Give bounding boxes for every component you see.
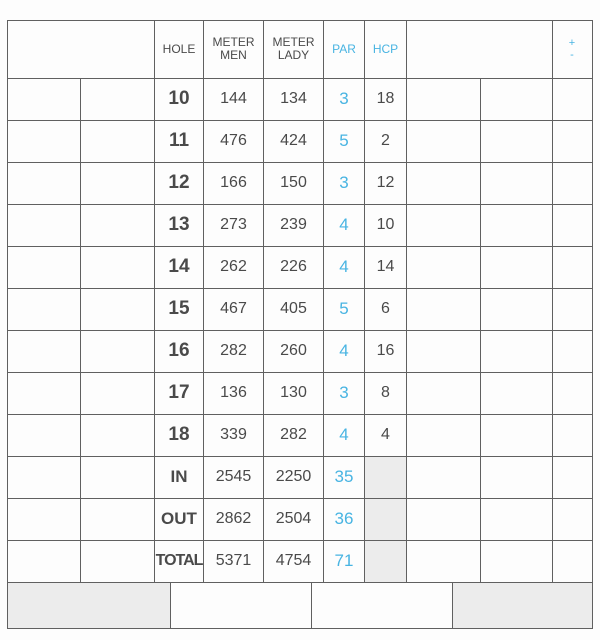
hole-number: 11 [168,130,190,151]
meter-lady-value: 239 [280,216,307,233]
meter-lady-value: 282 [280,426,307,443]
meter-men-value: 136 [220,384,247,401]
meter-lady-value: 130 [280,384,307,401]
grid-line-vertical [552,20,553,582]
hcp-value: 14 [376,258,395,275]
grid-line-vertical [170,582,171,628]
meter-men-value: 273 [220,216,247,233]
header-meter-lady: METER LADY [272,35,315,62]
header-hcp: HCP [372,42,399,56]
hcp-value: 12 [376,174,395,191]
summary-par: 71 [334,551,354,570]
grid-line-vertical [480,78,481,582]
bottom-strip-shade [8,582,170,628]
meter-men-value: 166 [220,174,247,191]
hole-number: 13 [168,214,190,235]
meter-men-value: 262 [220,258,247,275]
par-value: 4 [339,425,349,444]
hole-number: 10 [168,88,190,109]
grid-line-vertical [80,78,81,582]
header-hole: HOLE [162,41,196,56]
meter-lady-value: 226 [280,258,307,275]
grid-line-horizontal [7,582,593,583]
grid-line-vertical [592,20,593,628]
par-value: 4 [339,257,349,276]
summary-hcp-shade [365,456,406,582]
hole-number: 14 [168,256,190,277]
header-par: PAR [332,42,356,56]
header-plus-minus: + - [568,37,576,61]
meter-men-value: 339 [220,426,247,443]
hcp-value: 16 [376,342,395,359]
par-value: 3 [339,173,349,192]
par-value: 4 [339,215,349,234]
summary-label: OUT [161,509,197,528]
summary-meter-men: 5371 [215,552,252,569]
hole-number: 12 [168,172,190,193]
grid-line-vertical [406,20,407,582]
par-value: 5 [339,131,349,150]
par-value: 3 [339,89,349,108]
hcp-value: 2 [381,132,390,149]
hole-number: 16 [168,340,190,361]
hcp-value: 10 [376,216,395,233]
meter-lady-value: 134 [280,90,307,107]
summary-meter-men: 2862 [215,510,252,527]
hole-number: 18 [168,424,190,445]
hcp-value: 6 [381,300,390,317]
hcp-value: 4 [381,426,390,443]
par-value: 4 [339,341,349,360]
summary-par: 36 [334,509,354,528]
hole-number: 15 [168,298,190,319]
summary-par: 35 [334,467,354,486]
header-meter-men: METER MEN [212,35,255,62]
hcp-value: 8 [381,384,390,401]
meter-lady-value: 150 [280,174,307,191]
summary-meter-lady: 2504 [275,510,312,527]
grid-line-vertical [452,582,453,628]
par-value: 3 [339,383,349,402]
grid-line-horizontal [7,628,593,629]
hcp-value: 18 [376,90,395,107]
meter-men-value: 282 [220,342,247,359]
bottom-strip-shade [452,582,592,628]
grid-line-vertical [311,582,312,628]
meter-lady-value: 405 [280,300,307,317]
meter-men-value: 476 [220,132,247,149]
summary-meter-lady: 2250 [275,468,312,485]
meter-men-value: 467 [220,300,247,317]
summary-label: TOTAL [155,552,203,569]
par-value: 5 [339,299,349,318]
meter-lady-value: 424 [280,132,307,149]
meter-lady-value: 260 [280,342,307,359]
summary-label: IN [170,467,188,486]
grid-line-vertical [7,20,8,628]
summary-meter-men: 2545 [215,468,252,485]
summary-meter-lady: 4754 [275,552,312,569]
hole-number: 17 [168,382,190,403]
meter-men-value: 144 [220,90,247,107]
